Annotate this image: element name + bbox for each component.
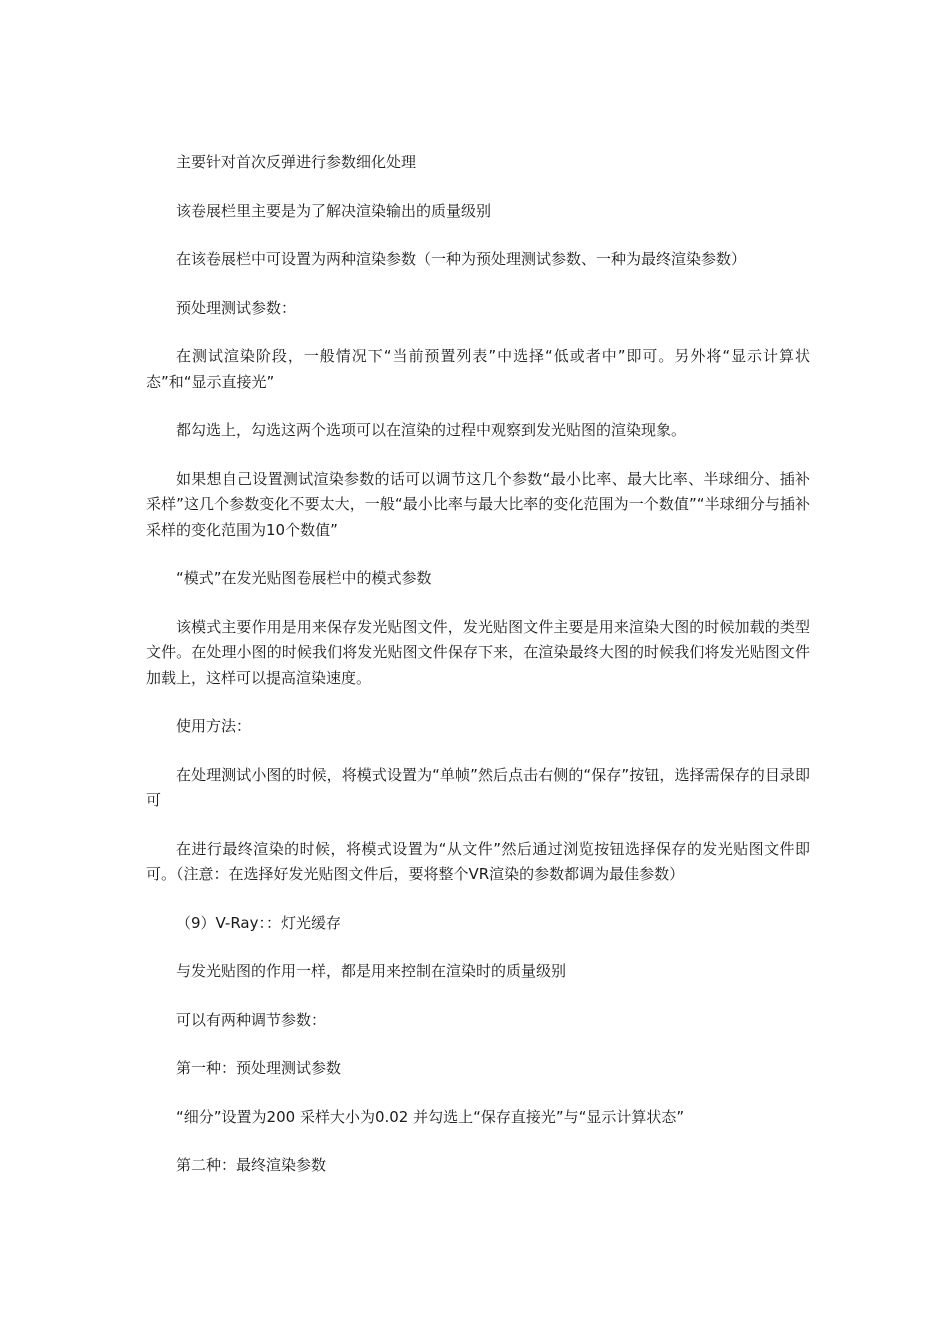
paragraph: 使用方法： <box>176 717 252 735</box>
paragraph: 该模式主要作用是用来保存发光贴图文件，发光贴图文件主要是用来渲染大图的时候加载的类型文件。在处理小图的时候我们将发光贴图文件保存下来，在渲染最终大图的时候我们将发光贴图文件加载上，这样可以提高渲染速度。 <box>146 617 810 687</box>
paragraph: 预处理测试参数： <box>176 298 297 317</box>
paragraph: “细分”设置为200 采样大小为0.02 并勾选上“保存直接光”与“显示计算状态” <box>176 1107 685 1126</box>
paragraph: 主要针对首次反弹进行参数细化处理 <box>176 153 417 171</box>
document-body <box>146 150 810 1202</box>
paragraph: 在进行最终渲染的时候，将模式设置为“从文件”然后通过浏览按钮选择保存的发光贴图文件即可。（注意：在选择好发光贴图文件后，要将整个VR渲染的参数都调为最佳参数） <box>146 839 810 883</box>
paragraph: 在该卷展栏中可设置为两种渲染参数（一种为预处理测试参数、一种为最终渲染参数） <box>176 250 747 268</box>
paragraph: 如果想自己设置测试渲染参数的话可以调节这几个参数“最小比率、最大比率、半球细分、插补采样”这几个参数变化不要太大，一般“最小比率与最大比率的变化范围为一个数值”“半球细分与插补采样的变化范围为10个数值” <box>146 469 810 539</box>
paragraph: “模式”在发光贴图卷展栏中的模式参数 <box>176 569 432 587</box>
section-heading: （9）V-Ray：：灯光缓存 <box>176 913 342 932</box>
paragraph: 可以有两种调节参数： <box>176 1010 327 1029</box>
paragraph: 第一种：预处理测试参数 <box>176 1059 342 1077</box>
paragraph: 第二种：最终渲染参数 <box>176 1156 327 1174</box>
paragraph: 在处理测试小图的时候，将模式设置为“单帧”然后点击右侧的“保存”按钮，选择需保存的目录即可 <box>146 765 810 809</box>
paragraph: 在测试渲染阶段，一般情况下“当前预置列表”中选择“低或者中”即可。另外将“显示计算状态”和“显示直接光” <box>146 347 810 391</box>
paragraph: 与发光贴图的作用一样，都是用来控制在渲染时的质量级别 <box>176 962 567 980</box>
paragraph: 该卷展栏里主要是为了解决渲染输出的质量级别 <box>176 201 492 220</box>
paragraph: 都勾选上，勾选这两个选项可以在渲染的过程中观察到发光贴图的渲染现象。 <box>176 421 687 439</box>
